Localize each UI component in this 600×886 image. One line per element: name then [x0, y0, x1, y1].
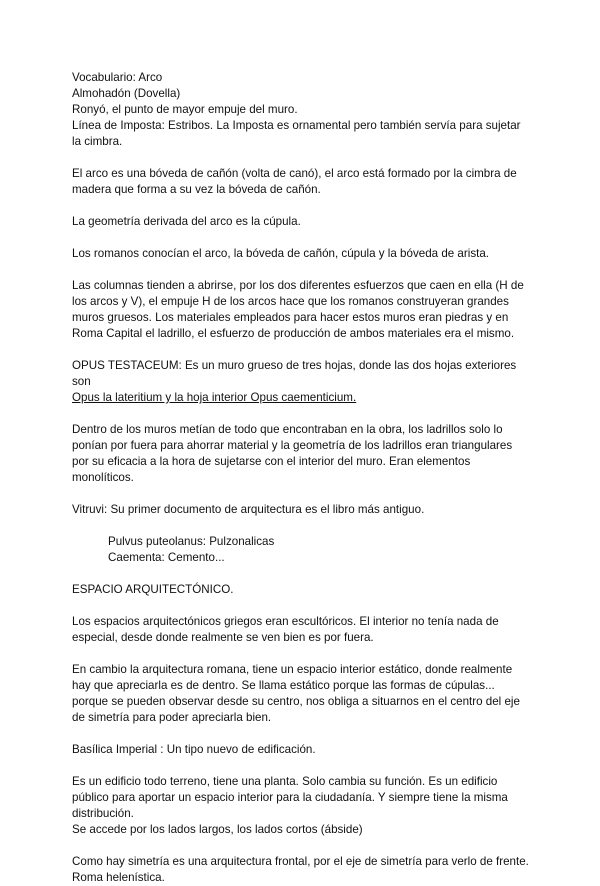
paragraph-acceso: Se accede por los lados largos, los lados cortos (ábside) — [72, 823, 363, 836]
material-caementa: Caementa: Cemento... — [108, 551, 225, 564]
paragraph-arco-boveda: El arco es una bóveda de cañón (volta de canó), el arco está formado por la cimbra de madera que forma a su vez la bóveda de cañón. — [72, 167, 517, 196]
vocabulary-title: Vocabulario: Arco — [72, 71, 163, 84]
paragraph-vitruvi: Vitruvi: Su primer documento de arquitectura es el libro más antiguo. — [72, 503, 425, 516]
material-pulvus: Pulvus puteolanus: Pulzonalicas — [108, 535, 275, 548]
paragraph-basilica: Basílica Imperial : Un tipo nuevo de edificación. — [72, 743, 316, 756]
opus-lateritium-line: Opus la lateritium y la hoja interior Opus caementicium. — [72, 391, 357, 404]
document-page — [72, 70, 530, 886]
paragraph-edificio: Es un edificio todo terreno, tiene una planta. Solo cambia su función. Es un edificio público para aportar un espacio interior para la ciudadanía. Y siempre tiene la misma distribución. — [72, 775, 508, 820]
paragraph-simetria-block — [72, 854, 530, 886]
paragraph-simetria: Como hay simetría es una arquitectura frontal, por el eje de simetría para verlo de frente. — [72, 855, 529, 868]
paragraph-espacios-griegos: Los espacios arquitectónicos griegos eran escultóricos. El interior no tenía nada de especial, desde donde realmente se ven bien es por fuera. — [72, 615, 499, 644]
opus-testaceum-line: OPUS TESTACEUM: Es un muro grueso de tres hojas, donde las dos hojas exteriores son — [72, 359, 517, 388]
paragraph-edificio-block — [72, 774, 530, 838]
vocabulary-block — [72, 70, 530, 150]
vocabulary-almohadon: Almohadón (Dovella) — [72, 87, 181, 100]
paragraph-columnas: Las columnas tienden a abrirse, por los dos diferentes esfuerzos que caen en ella (H de los arcos y V), el empuje H de los arcos hace que los romanos construyeran grandes muros gruesos. Los materiales empleados para hacer estos muros eran piedras y en Roma Capital el ladrillo, el esfuerzo de producción de ambos materiales era el mismo. — [72, 279, 524, 340]
paragraph-muros: Dentro de los muros metían de todo que encontraban en la obra, los ladrillos solo lo ponían por fuera para ahorrar material y la geometría de los ladrillos eran triangulares por su eficacia a la hora de sujetarse con el interior del muro. Eran elementos monolíticos. — [72, 423, 513, 484]
section-title: ESPACIO ARQUITECTÓNICO. — [72, 583, 234, 596]
paragraph-cupula: La geometría derivada del arco es la cúpula. — [72, 215, 301, 228]
opus-testaceum-block — [72, 358, 530, 406]
vocabulary-imposta: Línea de Imposta: Estribos. La Imposta es ornamental pero también servía para sujetar la cimbra. — [72, 119, 521, 148]
vocabulary-ronyo: Ronyó, el punto de mayor empuje del muro. — [72, 103, 298, 116]
paragraph-arquitectura-romana: En cambio la arquitectura romana, tiene un espacio interior estático, donde realmente hay que apreciarla es de dentro. Se llama estático porque las formas de cúpulas... porque se pueden observar desde su centro, nos obliga a situarnos en el centro del eje de simetría para poder apreciarla bien. — [72, 663, 520, 724]
paragraph-roma-helenistica: Roma helenística. — [72, 871, 165, 884]
paragraph-romanos-arco: Los romanos conocían el arco, la bóveda de cañón, cúpula y la bóveda de arista. — [72, 247, 490, 260]
materials-list — [72, 534, 530, 566]
